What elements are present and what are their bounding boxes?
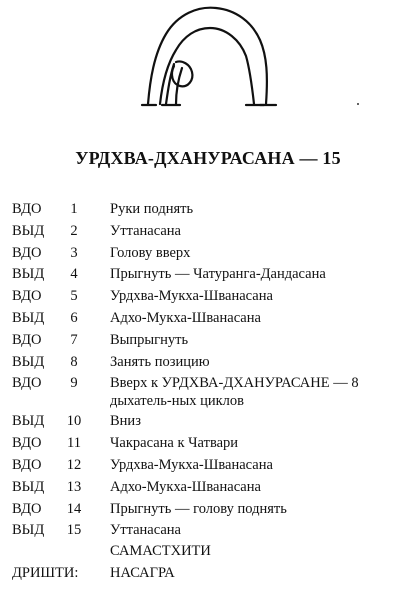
step-instruction: Уттанасана: [110, 522, 181, 539]
step-instruction: Прыгнуть — голову поднять: [110, 500, 287, 517]
step-number: 4: [70, 266, 78, 283]
breath-label: ВДО: [12, 500, 42, 517]
sequence-step-5: [0, 287, 416, 309]
sequence-step-3: [0, 244, 416, 266]
sequence-step-14: [0, 500, 416, 522]
step-instruction: Урдхва-Мукха-Шванасана: [110, 288, 273, 305]
step-number: 2: [70, 222, 78, 239]
drishti-value: НАСАГРА: [110, 565, 175, 581]
step-number: 6: [70, 309, 78, 326]
step-number: 7: [70, 331, 78, 348]
breath-label: ВЫД: [12, 413, 45, 430]
breath-label: ВЫД: [12, 309, 45, 326]
step-instruction: Занять позицию: [110, 353, 210, 370]
sequence-step-15: [0, 521, 416, 543]
step-instruction: Уттанасана: [110, 222, 181, 239]
sequence-step-11: [0, 434, 416, 456]
sequence-step-9: [0, 374, 416, 412]
breath-label: ВЫД: [12, 353, 45, 370]
step-number: 1: [70, 201, 78, 217]
step-instruction: Вниз: [110, 413, 141, 430]
step-instruction: Адхо-Мукха-Шванасана: [110, 478, 261, 495]
step-instruction: Чакрасана к Чатвари: [110, 435, 239, 452]
step-instruction: Выпрыгнуть: [110, 331, 189, 348]
step-instruction: Вверх к УРДХВА-ДХАНУРАСАНЕ — 8 дыхатель-ных циклов: [110, 375, 359, 410]
breath-label: ВДО: [12, 244, 42, 261]
samasthiti-label: САМАСТХИТИ: [110, 543, 211, 559]
sequence-step-1: [0, 200, 416, 222]
breath-label: ВЫД: [12, 222, 45, 239]
breath-label: ВЫД: [12, 522, 45, 539]
breath-label: ВДО: [12, 435, 42, 452]
step-number: 10: [66, 413, 82, 430]
breath-label: ВДО: [12, 331, 42, 348]
sequence-step-12: [0, 456, 416, 478]
sequence-step-13: [0, 478, 416, 500]
sequence-step-2: [0, 222, 416, 244]
backbend-pose-illustration: [140, 0, 280, 112]
breath-label: ВДО: [12, 456, 42, 473]
step-number: 14: [66, 500, 82, 517]
breath-label: ВДО: [12, 375, 42, 392]
drishti-label: ДРИШТИ:: [12, 565, 79, 581]
sequence-step-8: [0, 353, 416, 375]
sequence-step-10: [0, 412, 416, 434]
breath-label: ВЫД: [12, 266, 45, 283]
breath-label: ВДО: [12, 201, 42, 217]
breath-label: ВДО: [12, 288, 42, 305]
step-instruction: Прыгнуть — Чатуранга-Дандасана: [110, 266, 326, 283]
step-number: 13: [66, 478, 82, 495]
sequence-step-4: [0, 265, 416, 287]
vinyasa-sequence: [0, 200, 416, 543]
sequence-step-7: [0, 331, 416, 353]
step-instruction: Урдхва-Мукха-Шванасана: [110, 456, 273, 473]
step-instruction: Адхо-Мукха-Шванасана: [110, 309, 261, 326]
step-number: 5: [70, 288, 78, 305]
step-number: 12: [66, 456, 82, 473]
breath-label: ВЫД: [12, 478, 45, 495]
step-number: 15: [66, 522, 82, 539]
step-number: 11: [67, 435, 81, 452]
step-instruction: Голову вверх: [110, 244, 191, 261]
step-instruction: Руки поднять: [110, 201, 194, 217]
sequence-step-6: [0, 309, 416, 331]
step-number: 8: [70, 353, 78, 370]
step-number: 3: [70, 244, 78, 261]
print-speck: [357, 103, 359, 105]
step-number: 9: [70, 375, 78, 392]
page-title: УРДХВА-ДХАНУРАСАНА — 15: [75, 148, 341, 168]
